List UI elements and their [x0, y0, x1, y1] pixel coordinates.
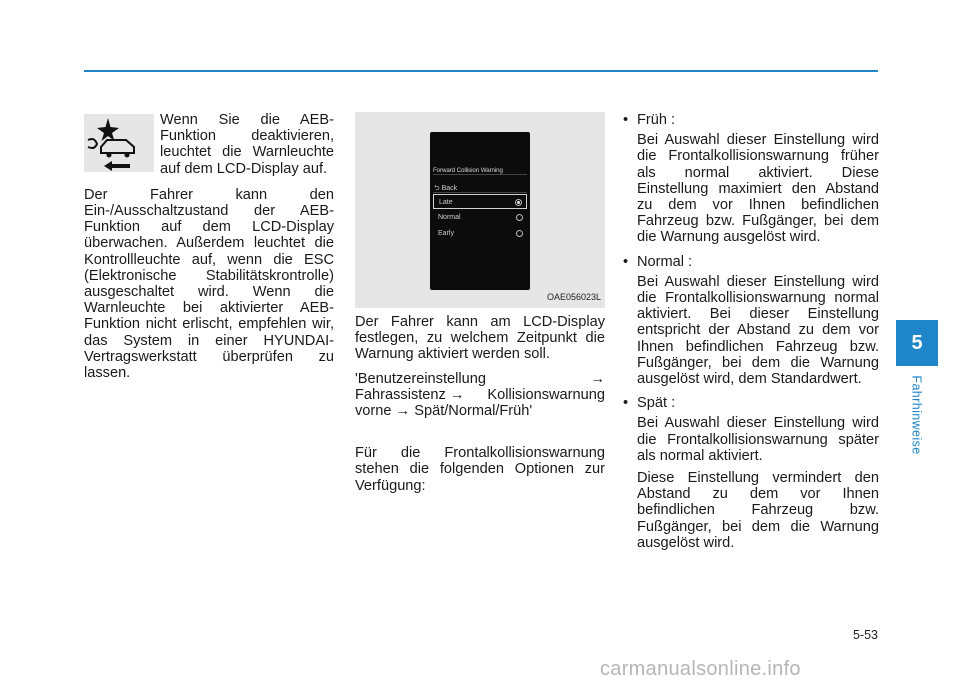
option-text: Bei Auswahl dieser Einstellung wird die Frontalkollisionswarnung später als normal aktiviert.: [637, 415, 879, 464]
option-normal: [617, 254, 879, 388]
lcd-title: Forward Collision Warning: [433, 167, 503, 174]
radio-selected-icon: [515, 199, 522, 206]
lcd-back-label: Back: [441, 185, 458, 192]
aeb-monitor-paragraph: Der Fahrer kann den Ein-/Ausschaltzustand der AEB-Funktion auf dem LCD-Display überwachen. Außerdem leuchtet die Kontrollleuchte auf, wenn die ESC (Elektronische Stabilitätskrontrolle) ausgeschaltet wird. Wenn die Warnleuchte bei aktivierter AEB-Funktion nicht erlischt, empfehlen wir, das System in einer HYUNDAI-Vertragswerkstatt überprüfen zu lassen.: [84, 186, 334, 382]
aeb-warning-block: [84, 112, 334, 177]
lcd-option-early: [433, 226, 527, 241]
menu-path: [355, 371, 605, 420]
timing-paragraph: Der Fahrer kann am LCD-Display festlegen, zu welchem Zeitpunkt die Warnung aktiviert werden soll.: [355, 314, 605, 363]
option-early: [617, 112, 879, 246]
path-segment: Fahrassistenz: [355, 386, 446, 403]
figure-code: OAE056023L: [546, 291, 601, 302]
lcd-divider: [433, 174, 527, 175]
radio-empty-icon: [516, 214, 523, 221]
option-text: Bei Auswahl dieser Einstellung wird die Frontalkollisionswarnung früher als normal aktiviert. Diese Einstellung maximiert den Abstand zu dem vor Ihnen befindlichen Fahrzeug bzw. Fußgänger, bei dem die Warnung ausgelöst wird.: [637, 132, 879, 246]
option-text-extra: Diese Einstellung vermindert den Abstand zu dem vor Ihnen befindlichen Fahrzeug bzw. Fußgänger, bei dem die Warnung ausgelöst wird.: [637, 470, 879, 551]
lcd-option-late: [433, 194, 527, 209]
option-late: [617, 395, 879, 551]
arrow-icon: →: [395, 403, 411, 420]
path-segment: Kollisionswarnung: [487, 386, 605, 403]
path-segment: Spät/Normal/Früh': [414, 403, 533, 420]
option-text: Bei Auswahl dieser Einstellung wird die Frontalkollisionswarnung normal aktiviert. Bei dieser Einstellung entspricht der Abstand zu dem vor Ihnen befindlichen Fahrzeug bzw. Fußgänger, bei dem die Warnung ausgelöst wird, dem Standardwert.: [637, 273, 879, 388]
lcd-option-label: Late: [439, 199, 453, 206]
aeb-off-warning-icon: [84, 114, 154, 172]
lcd-option-normal: [433, 210, 527, 225]
options-intro-paragraph: Für die Frontalkollisionswarnung stehen die folgenden Optionen zur Verfügung:: [355, 445, 605, 494]
column-middle: [355, 112, 605, 502]
path-segment: vorne: [355, 403, 392, 420]
bullet: •: [623, 395, 629, 412]
lcd-figure: [355, 112, 605, 308]
chapter-label: Fahrhinweise: [910, 375, 924, 455]
watermark: carmanualsonline.info: [600, 658, 801, 680]
lcd-option-label: Early: [438, 230, 454, 237]
option-label: Spät :: [637, 395, 676, 412]
arrow-icon: →: [590, 370, 605, 387]
back-arrow-icon: ⮌: [434, 185, 440, 192]
path-segment: 'Benutzereinstellung: [355, 370, 486, 387]
lcd-display: [430, 132, 530, 290]
aeb-warning-text: Wenn Sie die AEB-Funktion deaktivieren, leuchtet die Warnleuchte auf dem LCD-Display auf.: [160, 112, 334, 177]
header-rule: [84, 70, 878, 72]
column-left: [84, 112, 334, 389]
arrow-icon: →: [449, 386, 465, 403]
lcd-option-label: Normal: [438, 214, 461, 221]
chapter-number: 5: [896, 320, 938, 366]
option-label: Normal :: [637, 253, 693, 270]
option-label: Früh :: [637, 112, 676, 128]
page-number: 5-53: [852, 628, 878, 642]
column-right: [617, 112, 879, 559]
radio-empty-icon: [516, 230, 523, 237]
bullet: •: [623, 253, 629, 270]
bullet: •: [623, 112, 629, 128]
lcd-divider: [433, 192, 527, 193]
